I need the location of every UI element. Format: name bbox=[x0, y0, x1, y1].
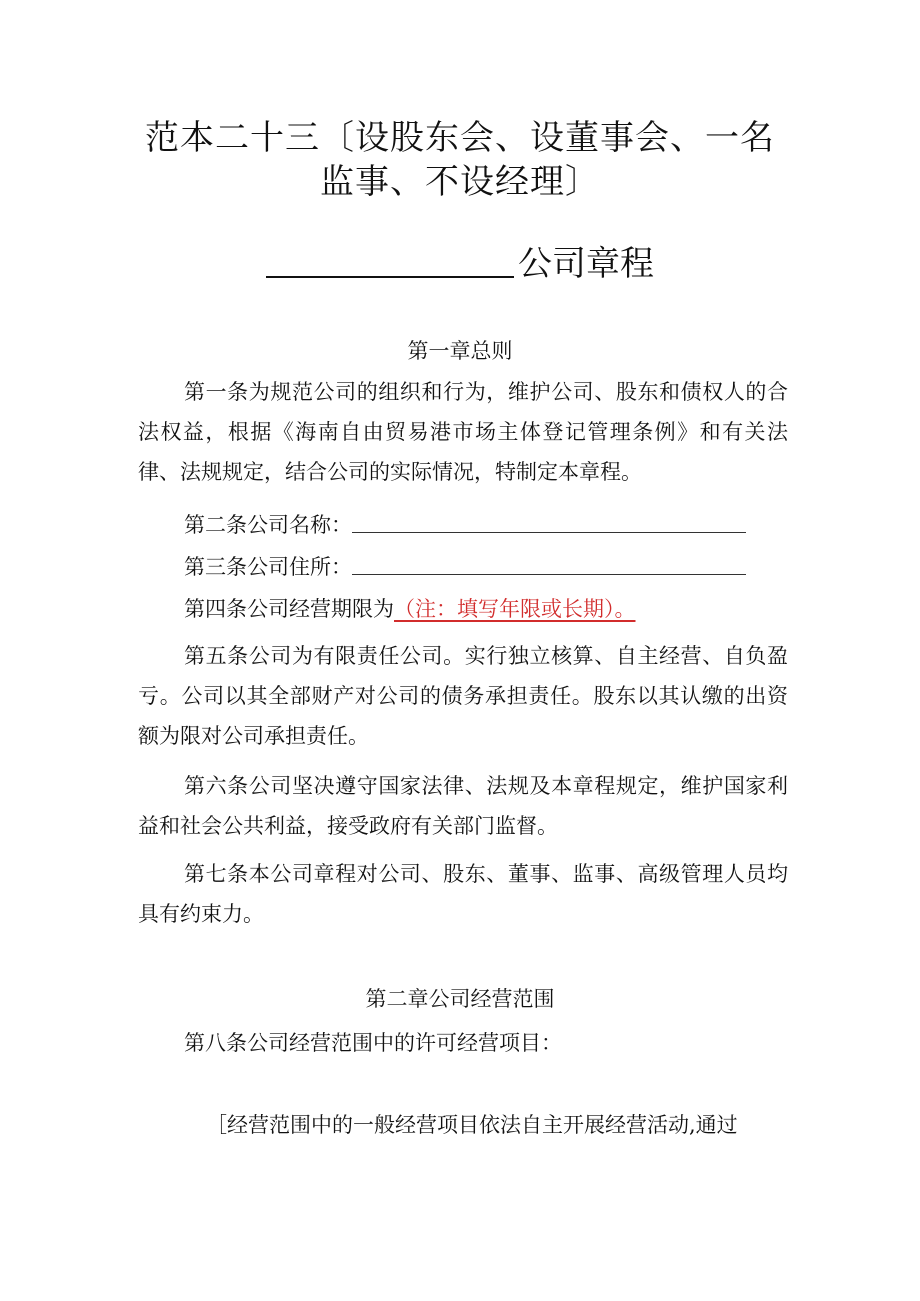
business-scope-note: ［经营范围中的一般经营项目依法自主开展经营活动,通过 bbox=[206, 1113, 738, 1137]
article4-note: （注：填写年限或长期） bbox=[394, 597, 615, 621]
company-address-field[interactable] bbox=[352, 552, 746, 575]
article7-text: 第七条本公司章程对公司、股东、董事、监事、高级管理人员均具有约束力。 bbox=[138, 862, 788, 926]
company-name-field[interactable] bbox=[352, 510, 746, 533]
article2-label: 第二条公司名称： bbox=[184, 513, 352, 537]
article2-line bbox=[184, 510, 746, 540]
article4-line bbox=[184, 594, 636, 624]
company-name-blank[interactable] bbox=[266, 242, 514, 278]
article4-prefix: 第四条公司经营期限为 bbox=[184, 597, 394, 621]
article6-text: 第六条公司坚决遵守国家法律、法规及本章程规定，维护国家利益和社会公共利益，接受政府有关部门监督。 bbox=[138, 774, 788, 838]
chapter2-heading: 第二章公司经营范围 bbox=[365, 987, 555, 1011]
document-title-line1: 范本二十三〔设股东会、设董事会、一名 bbox=[145, 118, 775, 158]
company-charter-suffix: 公司章程 bbox=[518, 244, 654, 284]
chapter1-heading: 第一章总则 bbox=[407, 339, 513, 363]
article5-text: 第五条公司为有限责任公司。实行独立核算、自主经营、自负盈亏。公司以其全部财产对公司的债务承担责任。股东以其认缴的出资额为限对公司承担责任。 bbox=[138, 644, 788, 748]
article4-suffix: 。 bbox=[614, 597, 636, 621]
article1-text: 第一条为规范公司的组织和行为，维护公司、股东和债权人的合法权益，根据《海南自由贸易港市场主体登记管理条例》和有关法律、法规规定，结合公司的实际情况，特制定本章程。 bbox=[138, 380, 788, 484]
article3-line bbox=[184, 552, 746, 582]
document-title-line2: 监事、不设经理〕 bbox=[320, 162, 600, 202]
company-charter-title bbox=[0, 242, 920, 286]
article3-label: 第三条公司住所： bbox=[184, 555, 352, 579]
article8-text: 第八条公司经营范围中的许可经营项目： bbox=[184, 1031, 562, 1055]
